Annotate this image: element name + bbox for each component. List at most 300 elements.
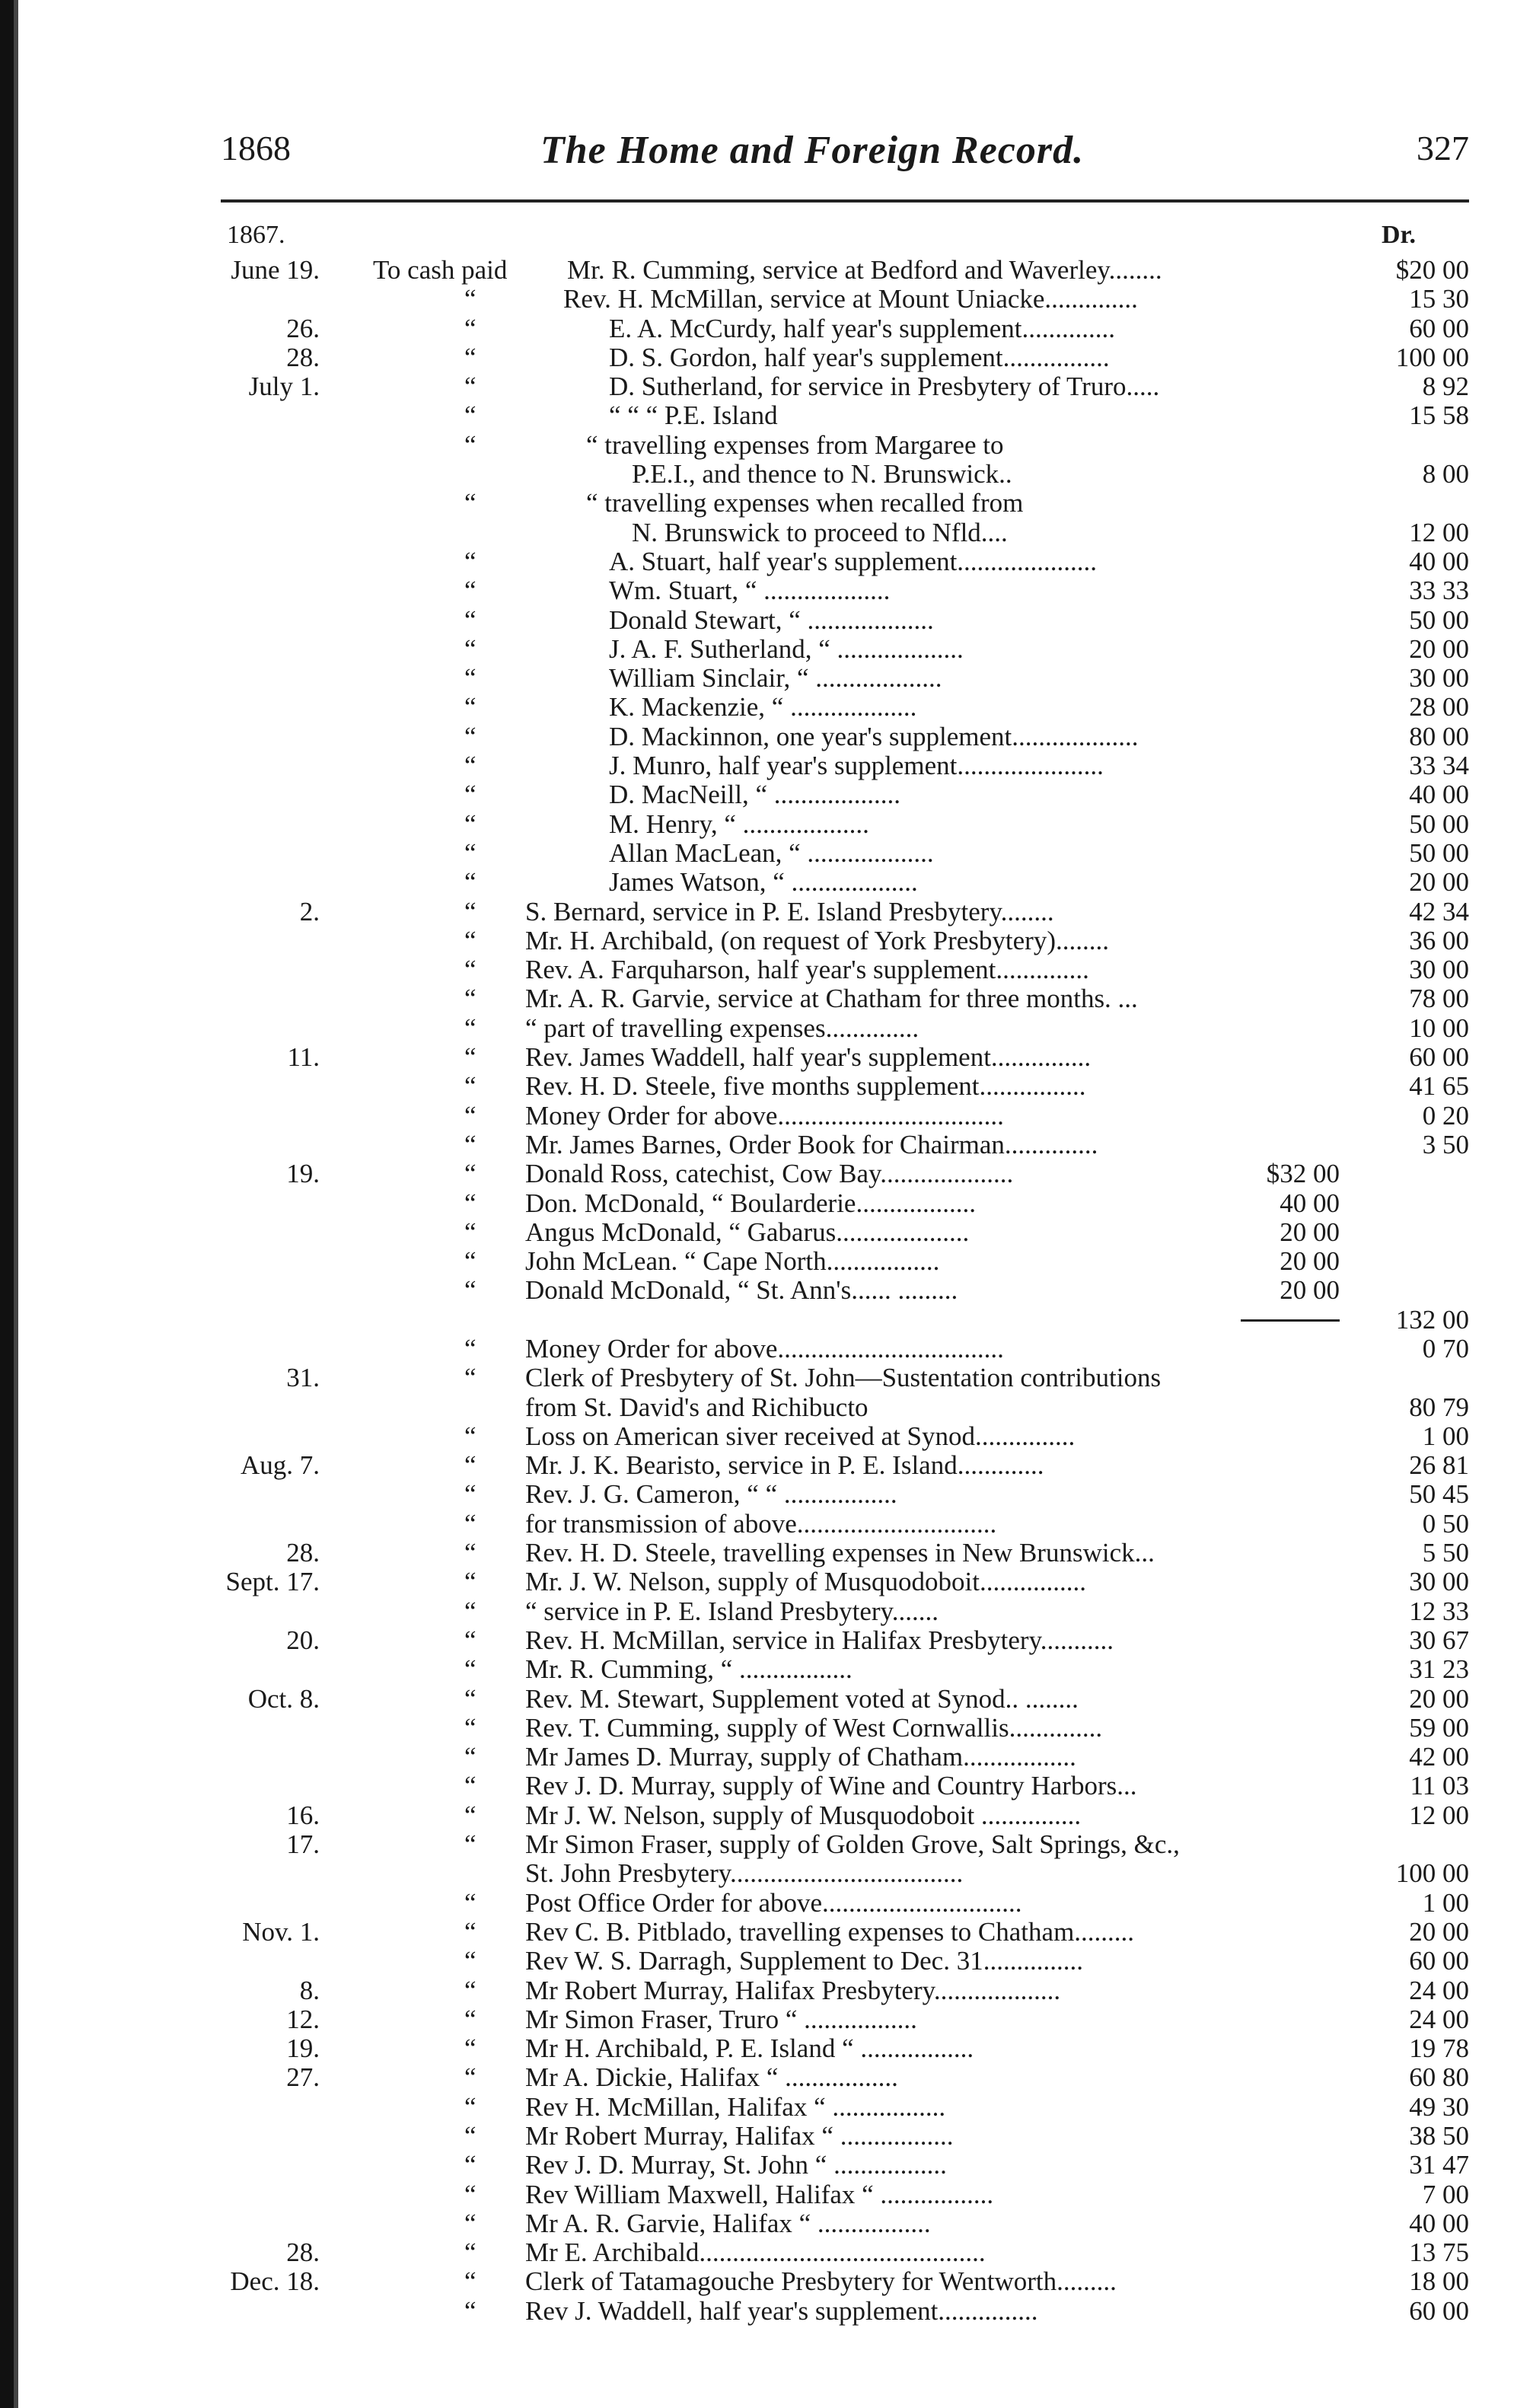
entry-description: Rev. H. McMillan, service in Halifax Presbytery........... <box>525 1625 1114 1655</box>
ledger-row <box>206 576 1469 605</box>
entry-description: Rev. H. D. Steele, five months supplement................ <box>525 1072 1086 1102</box>
ledger-row <box>206 1218 1469 1247</box>
entry-description: Rev. H. D. Steele, travelling expenses in New Brunswick... <box>525 1539 1155 1568</box>
ditto-mark: “ <box>464 1538 476 1568</box>
ditto-mark: “ <box>464 2266 476 2297</box>
ledger-row <box>206 1422 1469 1451</box>
ledger-row <box>206 1306 1469 1335</box>
ditto-mark: “ <box>464 1100 476 1131</box>
entry-description: D. Sutherland, for service in Presbytery of Truro..... <box>609 372 1160 402</box>
entry-amount: 0 50 <box>1422 1508 1469 1539</box>
entry-description: “ travelling expenses from Margaree to <box>586 430 1004 460</box>
ledger-row <box>206 1072 1469 1101</box>
ditto-mark: “ <box>464 780 476 810</box>
entry-amount: 15 30 <box>1409 284 1469 314</box>
header-page-number: 327 <box>1417 129 1469 167</box>
ditto-mark: “ <box>464 1742 476 1772</box>
ledger-row <box>206 2122 1469 2151</box>
entry-date: Oct. 8. <box>247 1683 320 1714</box>
entry-amount: 30 00 <box>1409 1567 1469 1597</box>
ledger-row <box>206 1568 1469 1596</box>
entry-description: Rev William Maxwell, Halifax “ ................. <box>525 2180 994 2209</box>
ditto-mark: “ <box>464 1071 476 1102</box>
ledger-row <box>206 927 1469 955</box>
ledger-row <box>206 1859 1469 1888</box>
ditto-mark: “ <box>464 2121 476 2151</box>
entry-amount: 33 33 <box>1409 576 1469 606</box>
entry-date: 20. <box>286 1625 320 1655</box>
ditto-mark: “ <box>464 1596 476 1626</box>
entry-date: 11. <box>287 1042 320 1073</box>
ledger-row <box>206 1393 1469 1422</box>
entry-date: 27. <box>286 2062 320 2093</box>
ditto-mark: “ <box>464 1683 476 1714</box>
entry-amount: 12 33 <box>1409 1596 1469 1626</box>
entry-amount: 1 00 <box>1422 1887 1469 1918</box>
ditto-mark: “ <box>464 1246 476 1277</box>
entry-description: Don. McDonald, “ Boularderie.................. <box>525 1188 976 1218</box>
entry-description: Mr. R. Cumming, “ ................. <box>525 1655 853 1685</box>
ditto-mark: “ <box>464 1188 476 1218</box>
ditto-mark: “ <box>464 2004 476 2034</box>
entry-amount: 20 00 <box>1409 867 1469 898</box>
entry-description: “ “ “ P.E. Island <box>609 401 778 431</box>
entry-date: 28. <box>286 342 320 372</box>
entry-description: Donald McDonald, “ St. Ann's...... ......... <box>525 1276 958 1306</box>
ditto-mark: “ <box>464 1508 476 1539</box>
ditto-mark: “ <box>464 1275 476 1306</box>
entry-date: 26. <box>286 313 320 343</box>
entry-description: J. Munro, half year's supplement...................... <box>609 751 1104 781</box>
entry-date: 16. <box>286 1800 320 1830</box>
entry-date: June 19. <box>231 255 320 285</box>
entry-date: July 1. <box>248 372 320 402</box>
ditto-mark: “ <box>464 867 476 898</box>
ledger-row <box>206 751 1469 780</box>
ditto-mark: “ <box>464 1946 476 1976</box>
entry-description: Rev. M. Stewart, Supplement voted at Synod.. ........ <box>525 1684 1079 1714</box>
ditto-mark: “ <box>464 2295 476 2326</box>
entry-description: Mr E. Archibald........................................... <box>525 2238 986 2268</box>
entry-description: Mr Simon Fraser, supply of Golden Grove, Salt Springs, &c., <box>525 1830 1180 1860</box>
ledger-row <box>206 693 1469 722</box>
ditto-mark: “ <box>464 546 476 576</box>
entry-amount: 20 00 <box>1409 1683 1469 1714</box>
ledger-row <box>206 1830 1469 1859</box>
entry-amount: 20 00 <box>1409 1916 1469 1947</box>
entry-amount: 50 00 <box>1409 809 1469 839</box>
entry-prefix: To cash paid <box>373 255 508 285</box>
entry-amount: 49 30 <box>1409 2091 1469 2122</box>
entry-description: Mr A. Dickie, Halifax “ ................. <box>525 2063 898 2093</box>
entry-amount: 31 23 <box>1409 1654 1469 1685</box>
ditto-mark: “ <box>464 284 476 314</box>
ledger-row <box>206 955 1469 984</box>
ledger-row <box>206 898 1469 927</box>
entry-subtotal: 40 00 <box>1280 1188 1340 1218</box>
ditto-mark: “ <box>464 2179 476 2209</box>
ledger-row <box>206 518 1469 547</box>
entry-description: Donald Stewart, “ ................... <box>609 605 934 635</box>
entry-amount: 8 00 <box>1422 459 1469 490</box>
ditto-mark: “ <box>464 2091 476 2122</box>
ledger-row <box>206 868 1469 897</box>
entry-description: Allan MacLean, “ ................... <box>609 838 934 868</box>
entry-amount: 60 00 <box>1409 1042 1469 1073</box>
entry-description: Mr A. R. Garvie, Halifax “ ................. <box>525 2209 931 2238</box>
entry-description: Mr. James Barnes, Order Book for Chairman.............. <box>525 1130 1098 1159</box>
entry-date: 8. <box>299 1975 320 2005</box>
ditto-mark: “ <box>464 1712 476 1743</box>
entry-description: for transmission of above.............................. <box>525 1509 997 1539</box>
entry-amount: 24 00 <box>1409 2004 1469 2034</box>
ledger-row <box>206 2093 1469 2122</box>
entry-amount: 40 00 <box>1409 546 1469 576</box>
entry-description: Clerk of Presbytery of St. John—Sustentation contributions <box>525 1363 1162 1393</box>
entry-amount: 42 34 <box>1409 896 1469 927</box>
entry-description: from St. David's and Richibucto <box>525 1392 868 1422</box>
entry-description: J. A. F. Sutherland, “ ................... <box>609 634 964 664</box>
ditto-mark: “ <box>464 1916 476 1947</box>
entry-description: D. S. Gordon, half year's supplement................ <box>609 343 1110 372</box>
ledger-row <box>206 1539 1469 1568</box>
ledger-row <box>206 606 1469 635</box>
entry-description: A. Stuart, half year's supplement..................... <box>609 547 1098 576</box>
ledger-row <box>206 722 1469 751</box>
ditto-mark: “ <box>464 2062 476 2093</box>
entry-description: “ travelling expenses when recalled from <box>586 489 1024 518</box>
entry-description: “ part of travelling expenses.............. <box>525 1013 919 1043</box>
ditto-mark: “ <box>464 925 476 955</box>
ledger-row <box>206 1976 1469 2005</box>
ledger-row <box>206 460 1469 489</box>
entry-description: Rev. A. Farquharson, half year's supplement.............. <box>525 955 1089 985</box>
entry-subtotal: 20 00 <box>1280 1217 1340 1247</box>
entry-date: Nov. 1. <box>242 1916 320 1947</box>
ledger-row <box>206 1480 1469 1509</box>
ditto-mark: “ <box>464 1013 476 1043</box>
entry-description: John McLean. “ Cape North................. <box>525 1247 940 1277</box>
entry-description: Rev. J. G. Cameron, “ “ ................. <box>525 1480 897 1510</box>
ledger-row <box>206 1801 1469 1830</box>
entry-description: Mr Simon Fraser, Truro “ ................. <box>525 2005 917 2034</box>
entry-description: “ service in P. E. Island Presbytery....... <box>525 1596 939 1626</box>
ledger-row <box>206 1159 1469 1188</box>
entry-amount: 13 75 <box>1409 2237 1469 2268</box>
entry-amount: 50 45 <box>1409 1479 1469 1510</box>
ledger-row <box>206 1189 1469 1218</box>
ledger-row <box>206 1102 1469 1131</box>
ledger-row <box>206 2180 1469 2209</box>
entry-amount: 26 81 <box>1409 1450 1469 1481</box>
header-title: The Home and Foreign Record. <box>540 129 1085 172</box>
ledger-row <box>206 256 1469 285</box>
entry-description: Mr. J. K. Bearisto, service in P. E. Island............. <box>525 1451 1044 1481</box>
entry-amount: 60 80 <box>1409 2062 1469 2093</box>
ledger-row <box>206 285 1469 314</box>
entry-amount: 78 00 <box>1409 984 1469 1014</box>
ditto-mark: “ <box>464 663 476 694</box>
entry-description: Rev. H. McMillan, service at Mount Uniacke.............. <box>563 285 1138 314</box>
ledger-row <box>206 984 1469 1013</box>
entry-description: Rev W. S. Darragh, Supplement to Dec. 31............... <box>525 1947 1083 1976</box>
entry-amount: 80 00 <box>1409 721 1469 751</box>
entry-description: Donald Ross, catechist, Cow Bay.................... <box>525 1159 1014 1189</box>
entry-description: Rev J. D. Murray, supply of Wine and Country Harbors... <box>525 1772 1137 1801</box>
ledger-row <box>206 489 1469 518</box>
entry-description: Angus McDonald, “ Gabarus.................... <box>525 1217 970 1247</box>
entry-description: Mr. A. R. Garvie, service at Chatham for three months. ... <box>525 984 1138 1014</box>
ditto-mark: “ <box>464 692 476 722</box>
header-year: 1868 <box>221 129 291 167</box>
entry-amount: 60 00 <box>1409 2295 1469 2326</box>
entry-description: Rev J. D. Murray, St. John “ ................. <box>525 2151 947 2180</box>
entry-description: D. Mackinnon, one year's supplement................... <box>609 722 1139 751</box>
entry-amount: 12 00 <box>1409 517 1469 547</box>
ledger-row <box>206 431 1469 460</box>
entry-amount: 31 47 <box>1409 2150 1469 2180</box>
ditto-mark: “ <box>464 984 476 1014</box>
ditto-mark: “ <box>464 2150 476 2180</box>
entry-description: William Sinclair, “ ................... <box>609 664 942 694</box>
entry-description: Mr Robert Murray, Halifax Presbytery................... <box>525 1976 1061 2005</box>
entry-amount: 50 00 <box>1409 837 1469 868</box>
ledger-row <box>206 401 1469 430</box>
entry-date: 28. <box>286 1538 320 1568</box>
entry-amount: 5 50 <box>1422 1538 1469 1568</box>
header-rule <box>221 199 1469 203</box>
ditto-mark: “ <box>464 372 476 402</box>
ledger-row <box>206 2005 1469 2034</box>
ditto-mark: “ <box>464 1625 476 1655</box>
entry-amount: 30 67 <box>1409 1625 1469 1655</box>
entry-amount: 0 70 <box>1422 1333 1469 1363</box>
ditto-mark: “ <box>464 955 476 985</box>
ledger-row <box>206 2151 1469 2180</box>
ledger-row <box>206 1597 1469 1626</box>
entry-description: Mr. R. Cumming, service at Bedford and Waverley........ <box>567 256 1162 285</box>
entry-amount: 80 79 <box>1409 1392 1469 1422</box>
ledger-year-label: 1867. <box>227 221 285 249</box>
entry-date: 12. <box>286 2004 320 2034</box>
entry-description: Money Order for above.................................. <box>525 1334 1004 1363</box>
ledger-row <box>206 1510 1469 1539</box>
ditto-mark: “ <box>464 1333 476 1363</box>
ditto-mark: “ <box>464 1479 476 1510</box>
entry-description: P.E.I., and thence to N. Brunswick.. <box>632 460 1012 490</box>
ditto-mark: “ <box>464 1421 476 1451</box>
entry-subtotal: 20 00 <box>1280 1246 1340 1277</box>
entry-subtotal: $32 00 <box>1266 1159 1340 1189</box>
entry-date: Aug. 7. <box>240 1450 320 1481</box>
ditto-mark: “ <box>464 1129 476 1159</box>
ledger-row <box>206 1363 1469 1392</box>
ledger-row <box>206 1451 1469 1480</box>
ditto-mark: “ <box>464 1771 476 1801</box>
entry-description: K. Mackenzie, “ ................... <box>609 693 917 722</box>
ledger-row <box>206 2297 1469 2326</box>
entry-date: 31. <box>286 1363 320 1393</box>
entry-amount: 60 00 <box>1409 313 1469 343</box>
ditto-mark: “ <box>464 2208 476 2238</box>
entry-description: D. MacNeill, “ ................... <box>609 780 900 810</box>
ledger-row <box>206 1743 1469 1772</box>
entry-amount: $20 00 <box>1395 255 1469 285</box>
entry-subtotal: 20 00 <box>1280 1275 1340 1306</box>
ledger-row <box>206 1626 1469 1655</box>
entry-description: Post Office Order for above.............................. <box>525 1888 1022 1918</box>
entry-description: Mr. H. Archibald, (on request of York Presbytery)........ <box>525 926 1109 955</box>
ledger-row <box>206 2267 1469 2296</box>
entry-amount: 20 00 <box>1409 633 1469 664</box>
entry-amount: 11 03 <box>1410 1771 1469 1801</box>
ledger-row <box>206 547 1469 576</box>
entry-description: Mr H. Archibald, P. E. Island “ ................. <box>525 2034 974 2064</box>
ledger-row <box>206 1772 1469 1800</box>
ledger-row <box>206 2063 1469 2092</box>
ledger-row <box>206 1918 1469 1947</box>
ledger-row <box>206 1655 1469 1684</box>
ditto-mark: “ <box>464 633 476 664</box>
page-spine-edge <box>14 0 18 2408</box>
page-header <box>221 128 1469 181</box>
ditto-mark: “ <box>464 1042 476 1073</box>
subtotal-rule <box>1241 1319 1340 1322</box>
ledger-row <box>206 1335 1469 1363</box>
entry-description: St. John Presbytery................................... <box>525 1859 964 1889</box>
entry-amount: 36 00 <box>1409 925 1469 955</box>
entry-description: Rev. James Waddell, half year's supplement............... <box>525 1043 1092 1073</box>
ledger-table <box>206 256 1469 2326</box>
ditto-mark: “ <box>464 809 476 839</box>
entry-amount: 10 00 <box>1409 1013 1469 1043</box>
entry-description: N. Brunswick to proceed to Nfld.... <box>632 518 1008 547</box>
ditto-mark: “ <box>464 342 476 372</box>
ledger-row <box>206 372 1469 401</box>
page-spine-shadow <box>0 0 14 2408</box>
entry-amount: 100 00 <box>1395 1858 1469 1889</box>
entry-amount: 24 00 <box>1409 1975 1469 2005</box>
ditto-mark: “ <box>464 751 476 781</box>
entry-date: 19. <box>286 2033 320 2064</box>
entry-date: 28. <box>286 2237 320 2268</box>
ledger-row <box>206 2238 1469 2267</box>
ditto-mark: “ <box>464 1975 476 2005</box>
ledger-row <box>206 1276 1469 1305</box>
entry-amount: 59 00 <box>1409 1712 1469 1743</box>
entry-amount: 1 00 <box>1422 1421 1469 1451</box>
ledger-row <box>206 2034 1469 2063</box>
ledger-row <box>206 810 1469 839</box>
ledger-row <box>206 2209 1469 2238</box>
entry-amount: 40 00 <box>1409 2208 1469 2238</box>
entry-amount: 50 00 <box>1409 604 1469 635</box>
ditto-mark: “ <box>464 1654 476 1685</box>
entry-date: 17. <box>286 1829 320 1860</box>
ledger-row <box>206 839 1469 868</box>
entry-amount: 60 00 <box>1409 1946 1469 1976</box>
entry-amount: 38 50 <box>1409 2121 1469 2151</box>
entry-date: 2. <box>299 896 320 927</box>
ditto-mark: “ <box>464 313 476 343</box>
ledger-row <box>206 1947 1469 1976</box>
ledger-row <box>206 1043 1469 1072</box>
ditto-mark: “ <box>464 896 476 927</box>
ledger-row <box>206 1685 1469 1714</box>
ditto-mark: “ <box>464 1800 476 1830</box>
ditto-mark: “ <box>464 1829 476 1860</box>
ledger-row <box>206 314 1469 343</box>
entry-date: Sept. 17. <box>225 1567 320 1597</box>
ditto-mark: “ <box>464 1217 476 1247</box>
ditto-mark: “ <box>464 2237 476 2268</box>
entry-amount: 100 00 <box>1395 342 1469 372</box>
ditto-mark: “ <box>464 429 476 460</box>
ledger-row <box>206 1889 1469 1918</box>
entry-description: Mr James D. Murray, supply of Chatham................. <box>525 1743 1076 1772</box>
entry-description: Money Order for above.................................. <box>525 1101 1004 1131</box>
entry-description: Rev J. Waddell, half year's supplement............... <box>525 2296 1038 2326</box>
ledger-row <box>206 1714 1469 1743</box>
entry-description: Clerk of Tatamagouche Presbytery for Wentworth......... <box>525 2267 1117 2297</box>
entry-amount: 15 58 <box>1409 400 1469 431</box>
entry-description: Rev. T. Cumming, supply of West Cornwallis.............. <box>525 1713 1103 1743</box>
entry-description: Mr Robert Murray, Halifax “ ................. <box>525 2122 954 2151</box>
ditto-mark: “ <box>464 576 476 606</box>
ditto-mark: “ <box>464 488 476 518</box>
entry-amount: 33 34 <box>1409 751 1469 781</box>
ledger-row <box>206 780 1469 809</box>
entry-amount: 28 00 <box>1409 692 1469 722</box>
ditto-mark: “ <box>464 1567 476 1597</box>
entry-amount: 18 00 <box>1409 2266 1469 2297</box>
ledger-row <box>206 635 1469 664</box>
ditto-mark: “ <box>464 2033 476 2064</box>
entry-amount: 7 00 <box>1422 2179 1469 2209</box>
ditto-mark: “ <box>464 1159 476 1189</box>
ditto-mark: “ <box>464 721 476 751</box>
entry-description: Mr. J. W. Nelson, supply of Musquodoboit................ <box>525 1568 1086 1597</box>
entry-description: Loss on American siver received at Synod............... <box>525 1421 1076 1451</box>
entry-description: E. A. McCurdy, half year's supplement.............. <box>609 314 1116 343</box>
entry-amount: 41 65 <box>1409 1071 1469 1102</box>
entry-description: Rev H. McMillan, Halifax “ ................. <box>525 2092 946 2122</box>
entry-description: Rev C. B. Pitblado, travelling expenses to Chatham......... <box>525 1917 1135 1947</box>
ledger-row <box>206 1247 1469 1276</box>
ditto-mark: “ <box>464 604 476 635</box>
entry-amount: 40 00 <box>1409 780 1469 810</box>
entry-amount: 42 00 <box>1409 1742 1469 1772</box>
entry-date: 19. <box>286 1159 320 1189</box>
ledger-row <box>206 1131 1469 1159</box>
ledger-row <box>206 1014 1469 1043</box>
entry-amount: 0 20 <box>1422 1100 1469 1131</box>
entry-amount: 30 00 <box>1409 955 1469 985</box>
entry-description: James Watson, “ ................... <box>609 868 918 898</box>
ditto-mark: “ <box>464 1450 476 1481</box>
ditto-mark: “ <box>464 1363 476 1393</box>
ditto-mark: “ <box>464 1887 476 1918</box>
entry-amount: 30 00 <box>1409 663 1469 694</box>
ledger-row <box>206 343 1469 372</box>
ditto-mark: “ <box>464 837 476 868</box>
ledger-row <box>206 664 1469 693</box>
entry-amount: 132 00 <box>1395 1304 1469 1335</box>
entry-description: Mr J. W. Nelson, supply of Musquodoboit ............... <box>525 1800 1082 1830</box>
entry-description: S. Bernard, service in P. E. Island Presbytery........ <box>525 897 1054 927</box>
entry-amount: 3 50 <box>1422 1129 1469 1159</box>
entry-description: Wm. Stuart, “ ................... <box>609 576 891 606</box>
